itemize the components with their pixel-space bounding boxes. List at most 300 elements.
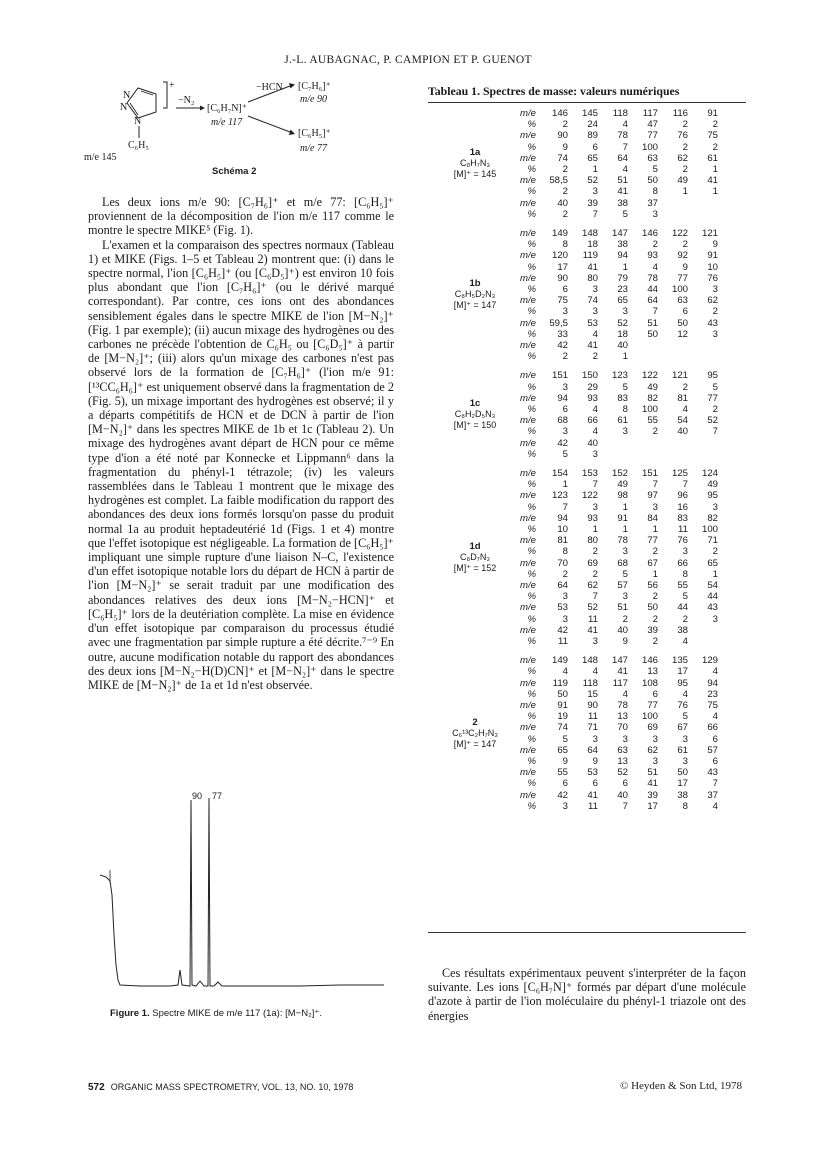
table-cell: 64 <box>557 580 568 591</box>
table-cell: 2 <box>652 613 658 625</box>
table-title: Tableau 1. Spectres de masse: valeurs numériques <box>428 84 680 98</box>
table-row <box>428 130 746 141</box>
table-cell: 41 <box>587 789 598 801</box>
compound-formula: C₈H₇N₃ <box>460 158 490 168</box>
table-cell: 2 <box>562 119 568 131</box>
table-row <box>428 636 746 647</box>
table-cell: 38 <box>617 197 628 209</box>
table-cell: 50 <box>647 328 658 340</box>
table-cell: 12 <box>677 328 688 340</box>
compound-block-1a <box>428 108 746 220</box>
ring-n2-label: N <box>120 102 128 113</box>
table-cell: 3 <box>592 284 598 295</box>
table-cell: 52 <box>617 317 628 329</box>
table-cell: 91 <box>617 512 628 524</box>
table-cell: 3 <box>562 613 568 625</box>
table-cell: 24 <box>587 119 598 131</box>
row-label: % <box>527 239 536 251</box>
table-cell: 13 <box>617 755 628 767</box>
table-row <box>428 108 746 119</box>
table-row <box>428 164 746 175</box>
table-cell: 81 <box>677 392 688 404</box>
table-cell: 61 <box>617 415 628 427</box>
loss-n2-label: −N₂ <box>178 95 195 106</box>
table-cell: 6 <box>712 755 718 767</box>
table-row <box>428 591 746 602</box>
table-cell: 40 <box>617 340 628 351</box>
table-cell: 18 <box>587 239 598 251</box>
table-cell: 66 <box>707 722 718 734</box>
paragraph-1: Les deux ions m/e 90: [C₇H₆]⁺ et m/e 77: [C₆H₅]⁺ proviennent de la décomposition de l'ion m/e 117 comme le montre le spectre MIKE⁵ (Fig. 1). <box>88 195 394 238</box>
table-cell: 68 <box>617 557 628 569</box>
table-cell: 70 <box>557 557 568 569</box>
compound-id: 2 <box>472 716 478 728</box>
table-cell: 5 <box>562 448 568 460</box>
table-cell: 76 <box>707 272 718 284</box>
table-cell: 7 <box>592 479 598 491</box>
table-cell: 9 <box>562 755 568 767</box>
table-cell: 4 <box>712 800 718 812</box>
table-cell: 75 <box>557 295 568 307</box>
table-cell: 23 <box>617 284 628 295</box>
table-cell: 55 <box>677 580 688 591</box>
table-row <box>428 468 746 479</box>
table-cell: 146 <box>551 108 568 119</box>
table-cell: 4 <box>682 403 688 415</box>
row-label: % <box>527 328 536 340</box>
table-cell: 93 <box>587 512 598 524</box>
table-cell: 61 <box>707 152 718 164</box>
table-cell: 9 <box>682 261 688 273</box>
paragraph-2: L'examen et la comparaison des spectres normaux (Tableau 1) et MIKE (Figs. 1–5 et Tableau 2) montrent que: (i) dans le spectre normal, l'ion [C₆H₅]⁺ (ou [C₆D₅]⁺) est environ 10 fois plus abondant que l'ion [C₇H₆]⁺ (ou le dérivé marqué correspondant). Par contre, ces ions ont des abondances sensiblement égales dans le spectre MIKE de l'ion [M−N₂]⁺ (Fig. 1 par exemple); (ii) aucun mixage des hydrogènes ou des carbones ne précède l'obtention de C₆H₅ ou [C₆D₅]⁺ à partir de [M−N₂]⁺; (iii) alors qu'un mixage des carbones n'est pas observé lors de la formation de [C₇H₆]⁺ (l'ion m/e 91: [¹³CC₆H₆]⁺ est uniquement observé dans la fragmentation de 2 (Fig. 5), un mixage important des hydrogènes est observé; il y a départs compétitifs de HCN et de DCN à partir de l'ion [M−N₂]⁺ dans les spectres MIKE de 1b et 1c (Tableau 2). Un mixage des hydrogènes avant départ de HCN pour ce même type d'ion a été noté par Konnecke et Lippmann⁶ dans la fragmentation du phényl-1 tétrazole; (iv) les valeurs rassemblées dans le Tableau 1 montrent que le mixage des hydrogènes est complet. La faible modification du rapport des abondances des deux ions formés lorsqu'on passe du produit normal 1a au produit heptadeutérié 1d (Figs. 1 et 4) montre que l'effet isotopique est négligeable. La formation de [C₆H₅]⁺ impliquant une simple rupture d'une liaison N–C, l'existence d'un effet isotopique notable lors du départ de HCN à partir de l'ion [M−N₂]⁺ se serait traduit par une modification des abondances relatives des deux ions [M−N₂−HCN]⁺ et [C₆H₅]⁺ lors de la deutériation complète. La mise en évidence d'un effet isotopique par comparaison du processus étudié avec une fragmentation par simple rupture a été décrite.⁷⁻⁹ En outre, aucune modification notable du rapport des abondances des deux ions [M−N₂−H(D)CN]⁺ et [M−N₂]⁺ dans le spectre MIKE de [M−N₂]⁺ de 1a et 1d n'est observée. <box>88 237 394 692</box>
row-label: m/e <box>520 108 536 119</box>
row-label: % <box>527 186 536 198</box>
table-cell: 78 <box>617 535 628 547</box>
compound-mass: [M]⁺ = 147 <box>453 300 497 311</box>
table-cell: 33 <box>557 328 568 340</box>
compound-block-2 <box>428 655 746 812</box>
table-cell: 152 <box>611 468 628 479</box>
row-label: % <box>527 448 536 460</box>
table-cell: 3 <box>592 306 598 318</box>
table-cell: 64 <box>617 152 628 164</box>
table-cell: 4 <box>622 164 628 175</box>
table-cell: 151 <box>641 468 658 479</box>
table-cell: 3 <box>562 426 568 438</box>
table-cell: 65 <box>707 557 718 569</box>
table-cell: 17 <box>677 666 688 678</box>
table-cell: 55 <box>647 415 658 427</box>
table-cell: 53 <box>587 767 598 779</box>
compound-id: 1d <box>469 540 481 552</box>
table-row <box>428 678 746 689</box>
table-cell: 61 <box>677 744 688 756</box>
row-label: % <box>527 591 536 603</box>
table-cell: 3 <box>622 591 628 603</box>
row-label: % <box>527 351 536 363</box>
table-cell: 51 <box>617 602 628 614</box>
table-row <box>428 490 746 501</box>
compound-formula: C₈H₂D₅N₃ <box>454 409 496 420</box>
table-row <box>428 198 746 209</box>
table-bottom-rule <box>428 932 746 933</box>
row-label: m/e <box>520 722 536 734</box>
substituent-label: C₆H₅ <box>128 140 149 151</box>
footer-journal <box>88 1082 353 1093</box>
table-cell: 7 <box>652 306 658 318</box>
table-cell: 2 <box>682 613 688 625</box>
table-cell: 119 <box>582 250 598 262</box>
table-cell: 2 <box>682 239 688 251</box>
row-label: m/e <box>520 317 536 329</box>
table-cell: 57 <box>617 580 628 591</box>
intermediate-label: [C₆H₇N]⁺ <box>207 103 248 114</box>
product-b-mass-label: m/e 77 <box>300 143 327 154</box>
table-cell: 4 <box>592 328 598 340</box>
table-cell: 5 <box>562 733 568 745</box>
table-cell: 1 <box>712 186 718 198</box>
table-cell: 6 <box>562 778 568 790</box>
table-cell: 6 <box>622 778 628 790</box>
table-cell: 95 <box>677 677 688 689</box>
table-cell: 83 <box>617 392 628 404</box>
table-cell: 91 <box>557 699 568 711</box>
radical-mark: + <box>169 80 175 91</box>
row-label: % <box>527 306 536 318</box>
table-cell: 125 <box>671 468 688 479</box>
row-label: m/e <box>520 272 536 284</box>
table-cell: 41 <box>587 340 598 351</box>
table-cell: 94 <box>557 392 568 404</box>
table-row <box>428 228 746 239</box>
compound-mass: [M]⁺ = 150 <box>453 420 497 431</box>
table-cell: 3 <box>622 733 628 745</box>
table-cell: 8 <box>652 186 658 198</box>
table-cell: 119 <box>552 677 568 689</box>
table-cell: 100 <box>641 711 658 723</box>
table-cell: 149 <box>551 228 568 239</box>
table-cell: 76 <box>677 130 688 142</box>
table-cell: 3 <box>592 733 598 745</box>
table-cell: 80 <box>587 272 598 284</box>
table-row <box>428 438 746 449</box>
table-cell: 7 <box>712 778 718 790</box>
table-cell: 50 <box>557 688 568 700</box>
row-label: m/e <box>520 580 536 591</box>
footer-copyright: © Heyden & Son Ltd, 1978 <box>620 1080 743 1092</box>
table-cell: 38 <box>677 789 688 801</box>
table-cell: 4 <box>712 666 718 678</box>
left-column-text <box>88 195 394 692</box>
table-cell: 1 <box>622 351 628 363</box>
table-cell: 43 <box>707 317 718 329</box>
table-row <box>428 175 746 186</box>
table-cell: 50 <box>647 175 658 187</box>
table-cell: 135 <box>671 655 688 667</box>
compound-block-1c <box>428 370 746 460</box>
table-cell: 1 <box>712 568 718 580</box>
figure-caption-text: Spectre MIKE de m/e 117 (1a): [M−N₂]⁺. <box>152 1008 323 1019</box>
table-row <box>428 295 746 306</box>
table-cell: 3 <box>592 448 598 460</box>
row-label: % <box>527 568 536 580</box>
table-cell: 70 <box>617 722 628 734</box>
table-cell: 51 <box>617 175 628 187</box>
row-label: m/e <box>520 370 536 382</box>
figure-1-spectrum <box>100 785 390 1005</box>
table-cell: 56 <box>647 580 658 591</box>
table-cell: 11 <box>588 711 598 723</box>
table-row <box>428 745 746 756</box>
table-cell: 3 <box>712 328 718 340</box>
table-cell: 23 <box>707 688 718 700</box>
table-cell: 50 <box>677 767 688 779</box>
table-row <box>428 524 746 535</box>
table-cell: 7 <box>712 426 718 438</box>
table-row <box>428 186 746 197</box>
table-row <box>428 689 746 700</box>
table-cell: 6 <box>562 403 568 415</box>
table-cell: 37 <box>707 789 718 801</box>
table-cell: 78 <box>647 272 658 284</box>
table-cell: 3 <box>622 426 628 438</box>
row-label: % <box>527 755 536 767</box>
table-cell: 75 <box>707 699 718 711</box>
row-label: m/e <box>520 415 536 427</box>
table-cell: 116 <box>672 108 688 119</box>
table-cell: 83 <box>677 512 688 524</box>
table-cell: 76 <box>677 535 688 547</box>
loss-hcn-label: −HCN <box>256 82 283 93</box>
journal-name: ORGANIC MASS SPECTROMETRY, VOL. 13, NO. 10, 1978 <box>110 1082 354 1092</box>
table-cell: 75 <box>707 130 718 142</box>
table-cell: 4 <box>682 688 688 700</box>
table-row <box>428 734 746 745</box>
table-cell: 2 <box>712 546 718 558</box>
row-label: % <box>527 119 536 131</box>
table-cell: 118 <box>582 677 598 689</box>
compound-mass: [M]⁺ = 145 <box>453 169 497 179</box>
row-label: % <box>527 666 536 678</box>
table-cell: 2 <box>682 119 688 131</box>
table-cell: 3 <box>622 306 628 318</box>
table-cell: 4 <box>622 119 628 131</box>
table-row <box>428 340 746 351</box>
table-cell: 3 <box>592 636 598 647</box>
table-cell: 11 <box>588 613 598 625</box>
row-label: m/e <box>520 437 536 449</box>
row-label: m/e <box>520 197 536 209</box>
table-cell: 8 <box>622 403 628 415</box>
table-cell: 100 <box>641 141 658 153</box>
table-cell: 2 <box>712 306 718 318</box>
table-cell: 62 <box>677 152 688 164</box>
table-cell: 40 <box>677 426 688 438</box>
table-row <box>428 415 746 426</box>
table-cell: 79 <box>617 272 628 284</box>
table-cell: 40 <box>557 197 568 209</box>
table-cell: 17 <box>557 261 568 273</box>
table-cell: 120 <box>551 250 568 262</box>
table-cell: 90 <box>557 272 568 284</box>
table-cell: 54 <box>707 580 718 591</box>
table-cell: 2 <box>712 119 718 131</box>
table-cell: 2 <box>652 636 658 647</box>
table-row <box>428 329 746 340</box>
figure-caption-label: Figure 1. <box>110 1008 150 1019</box>
table-cell: 1 <box>682 186 688 198</box>
table-cell: 49 <box>647 381 658 393</box>
table-cell: 2 <box>622 613 628 625</box>
table-cell: 41 <box>617 666 628 678</box>
table-cell: 8 <box>682 568 688 580</box>
table-cell: 94 <box>707 677 718 689</box>
table-cell: 38 <box>677 624 688 636</box>
table-cell: 68 <box>557 415 568 427</box>
table-row <box>428 239 746 250</box>
table-cell: 52 <box>707 415 718 427</box>
table-cell: 1 <box>622 501 628 513</box>
table-cell: 89 <box>587 130 598 142</box>
row-label: % <box>527 501 536 513</box>
table-cell: 67 <box>677 722 688 734</box>
table-row <box>428 700 746 711</box>
row-label: % <box>527 261 536 273</box>
table-cell: 2 <box>652 591 658 603</box>
table-cell: 13 <box>647 666 658 678</box>
table-cell: 117 <box>642 108 658 119</box>
table-cell: 52 <box>617 767 628 779</box>
table-cell: 65 <box>617 295 628 307</box>
compound-block-1b <box>428 228 746 362</box>
table-cell: 9 <box>592 755 598 767</box>
compound-id: 1b <box>469 278 481 290</box>
table-cell: 121 <box>671 370 688 382</box>
table-cell: 76 <box>677 699 688 711</box>
table-cell: 94 <box>617 250 628 262</box>
table-cell: 146 <box>641 655 658 667</box>
table-cell: 148 <box>581 655 598 667</box>
table-cell: 2 <box>562 351 568 363</box>
row-label: m/e <box>520 468 536 479</box>
table-cell: 124 <box>701 468 718 479</box>
table-row <box>428 426 746 437</box>
table-cell: 108 <box>641 677 658 689</box>
table-cell: 1 <box>562 479 568 491</box>
table-cell: 100 <box>671 284 688 295</box>
table-cell: 4 <box>562 666 568 678</box>
table-cell: 50 <box>647 602 658 614</box>
table-cell: 118 <box>612 108 628 119</box>
table-row <box>428 306 746 317</box>
row-label: % <box>527 141 536 153</box>
table-cell: 66 <box>587 415 598 427</box>
table-cell: 2 <box>682 164 688 175</box>
table-cell: 147 <box>611 228 628 239</box>
row-label: % <box>527 613 536 625</box>
table-cell: 4 <box>622 688 628 700</box>
table-cell: 91 <box>707 108 718 119</box>
table-cell: 1 <box>652 568 658 580</box>
table-cell: 10 <box>557 524 568 535</box>
table-cell: 2 <box>652 239 658 251</box>
table-cell: 41 <box>647 778 658 790</box>
table-cell: 100 <box>641 403 658 415</box>
table-cell: 5 <box>682 711 688 723</box>
row-label: % <box>527 711 536 723</box>
table-cell: 44 <box>707 591 718 603</box>
table-cell: 82 <box>647 392 658 404</box>
table-row <box>428 756 746 767</box>
table-cell: 95 <box>707 370 718 382</box>
table-cell: 78 <box>617 699 628 711</box>
table-cell: 9 <box>562 141 568 153</box>
table-cell: 2 <box>562 208 568 220</box>
table-cell: 42 <box>557 437 568 449</box>
table-cell: 43 <box>707 602 718 614</box>
table-cell: 77 <box>647 699 658 711</box>
table-cell: 74 <box>557 722 568 734</box>
table-cell: 39 <box>587 197 598 209</box>
table-row <box>428 142 746 153</box>
row-label: m/e <box>520 175 536 187</box>
table-cell: 148 <box>581 228 598 239</box>
table-cell: 5 <box>622 568 628 580</box>
table-cell: 55 <box>557 767 568 779</box>
table-cell: 2 <box>592 568 598 580</box>
table-cell: 2 <box>562 568 568 580</box>
row-label: m/e <box>520 512 536 524</box>
row-label: % <box>527 733 536 745</box>
table-cell: 39 <box>647 789 658 801</box>
table-row <box>428 602 746 613</box>
table-cell: 4 <box>652 261 658 273</box>
table-cell: 7 <box>592 591 598 603</box>
table-cell: 8 <box>562 239 568 251</box>
table-cell: 96 <box>677 490 688 502</box>
table-cell: 5 <box>622 381 628 393</box>
table-cell: 2 <box>712 141 718 153</box>
table-cell: 151 <box>551 370 568 382</box>
table-cell: 90 <box>587 699 598 711</box>
table-cell: 52 <box>587 602 598 614</box>
table-cell: 71 <box>707 535 718 547</box>
table-cell: 6 <box>712 733 718 745</box>
table-cell: 145 <box>581 108 598 119</box>
table-row <box>428 535 746 546</box>
table-cell: 29 <box>587 381 598 393</box>
table-cell: 53 <box>587 317 598 329</box>
row-label: m/e <box>520 677 536 689</box>
table-cell: 6 <box>652 688 658 700</box>
table-cell: 92 <box>677 250 688 262</box>
table-row <box>428 250 746 261</box>
table-row <box>428 614 746 625</box>
table-cell: 42 <box>557 789 568 801</box>
peak-label-77: 77 <box>212 791 223 801</box>
table-cell: 97 <box>647 490 658 502</box>
table-cell: 40 <box>617 624 628 636</box>
row-label: m/e <box>520 295 536 307</box>
running-head: J.-L. AUBAGNAC, P. CAMPION ET P. GUENOT <box>284 54 532 66</box>
table-cell: 3 <box>562 381 568 393</box>
table-cell: 84 <box>647 512 658 524</box>
table-cell: 2 <box>652 546 658 558</box>
table-row <box>428 580 746 591</box>
table-cell: 95 <box>707 490 718 502</box>
table-row <box>428 722 746 733</box>
table-cell: 78 <box>617 130 628 142</box>
